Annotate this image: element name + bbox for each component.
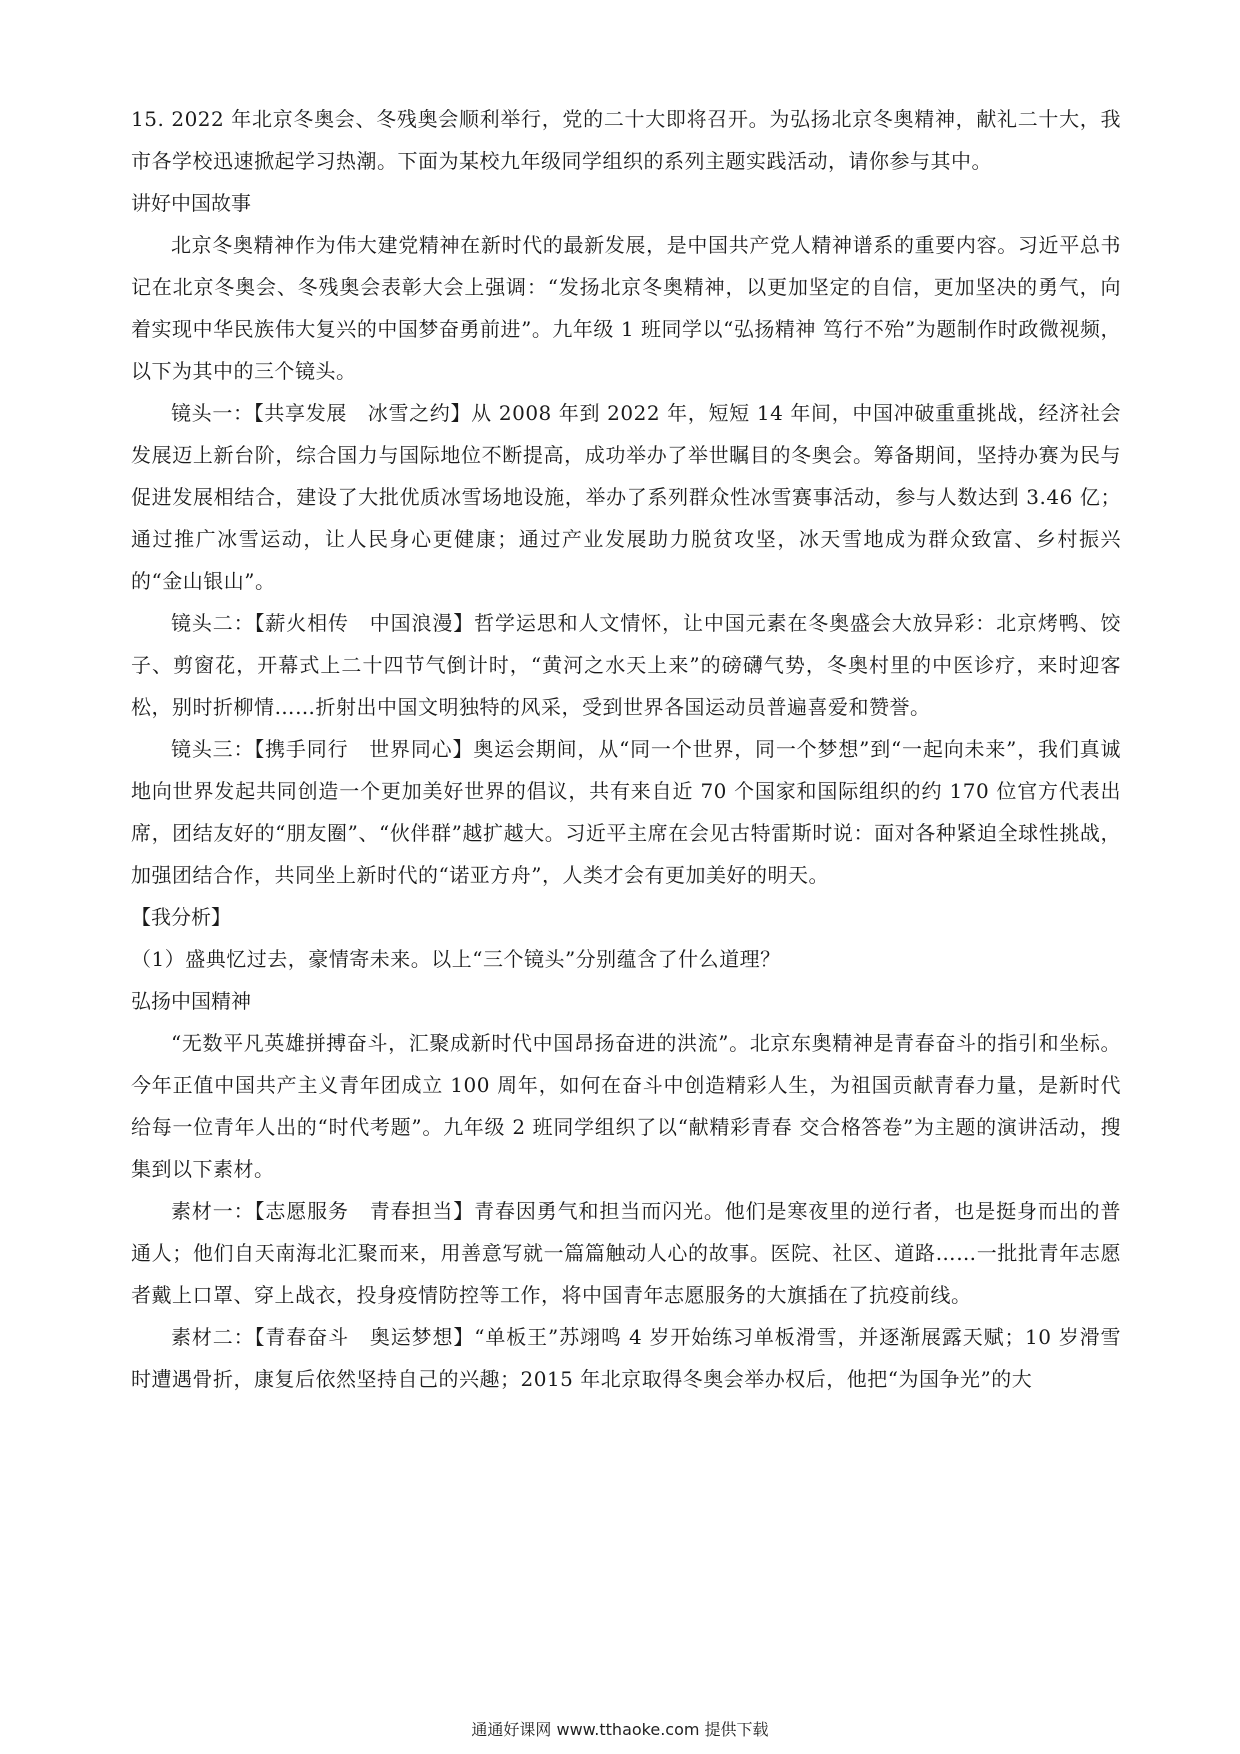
material-one-paragraph: 素材一：【志愿服务 青春担当】青春因勇气和担当而闪光。他们是寒夜里的逆行者，也是挺身而出的普通人；他们自天南海北汇聚而来，用善意写就一篇篇触动人心的故事。医院、社区、道路……一批批青年志愿者戴上口罩、穿上战衣，投身疫情防控等工作，将中国青年志愿服务的大旗插在了抗疫前线。 bbox=[131, 1199, 1121, 1307]
section2-paragraph: “无数平凡英雄拼搏奋斗，汇聚成新时代中国昂扬奋进的洪流”。北京东奥精神是青春奋斗的指引和坐标。今年正值中国共产主义青年团成立 100 周年，如何在奋斗中创造精彩人生，为祖国贡献青春力量，是新时代给每一位青年人出的“时代考题”。九年级 2 班同学组织了以“献精彩青春 交合格答卷”为主题的演讲活动，搜集到以下素材。 bbox=[131, 1031, 1121, 1181]
shot-two-paragraph: 镜头二：【薪火相传 中国浪漫】哲学运思和人文情怀，让中国元素在冬奥盛会大放异彩：北京烤鸭、饺子、剪窗花，开幕式上二十四节气倒计时，“黄河之水天上来”的磅礴气势，冬奥村里的中医诊疗，来时迎客松，别时折柳情……折射出中国文明独特的风采，受到世界各国运动员普遍喜爱和赞誉。 bbox=[131, 611, 1121, 719]
analysis-label: 【我分析】 bbox=[131, 905, 231, 929]
shot-one-paragraph: 镜头一：【共享发展 冰雪之约】从 2008 年到 2022 年，短短 14 年间，中国冲破重重挑战，经济社会发展迈上新台阶，综合国力与国际地位不断提高，成功举办了举世瞩目的冬奥会。筹备期间，坚持办赛为民与促进发展相结合，建设了大批优质冰雪场地设施，举办了系列群众性冰雪赛事活动，参与人数达到 3.46 亿；通过推广冰雪运动，让人民身心更健康；通过产业发展助力脱贫攻坚，冰天雪地成为群众致富、乡村振兴的“金山银山”。 bbox=[131, 401, 1121, 593]
shot-three-paragraph: 镜头三：【携手同行 世界同心】奥运会期间，从“同一个世界，同一个梦想”到“一起向未来”，我们真诚地向世界发起共同创造一个更加美好世界的倡议，共有来自近 70 个国家和国际组织的约 170 位官方代表出席，团结友好的“朋友圈”、“伙伴群”越扩越大。习近平主席在会见古特雷斯时说：面对各种紧迫全球性挑战，加强团结合作，共同坐上新时代的“诺亚方舟”，人类才会有更加美好的明天。 bbox=[131, 737, 1121, 887]
page-footer: 通通好课网 www.tthaoke.com 提供下载 bbox=[471, 1720, 769, 1739]
section-heading-carry-forward-spirit: 弘扬中国精神 bbox=[131, 989, 251, 1013]
section-heading-tell-china-story: 讲好中国故事 bbox=[131, 191, 251, 215]
question-intro: 15. 2022 年北京冬奥会、冬残奥会顺利举行，党的二十大即将召开。为弘扬北京冬奥精神，献礼二十大，我市各学校迅速掀起学习热潮。下面为某校九年级同学组织的系列主题实践活动，请你参与其中。 bbox=[131, 107, 1121, 173]
section1-paragraph: 北京冬奥精神作为伟大建党精神在新时代的最新发展，是中国共产党人精神谱系的重要内容。习近平总书记在北京冬奥会、冬残奥会表彰大会上强调：“发扬北京冬奥精神，以更加坚定的自信，更加坚决的勇气，向着实现中华民族伟大复兴的中国梦奋勇前进”。九年级 1 班同学以“弘扬精神 笃行不殆”为题制作时政微视频，以下为其中的三个镜头。 bbox=[131, 233, 1121, 383]
material-two-paragraph: 素材二：【青春奋斗 奥运梦想】“单板王”苏翊鸣 4 岁开始练习单板滑雪，并逐渐展露天赋；10 岁滑雪时遭遇骨折，康复后依然坚持自己的兴趣；2015 年北京取得冬奥会举办权后，他把“为国争光”的大 bbox=[131, 1325, 1121, 1391]
document-body bbox=[131, 98, 1121, 1400]
question-one: （1）盛典忆过去，豪情寄未来。以上“三个镜头”分别蕴含了什么道理？ bbox=[131, 947, 781, 971]
